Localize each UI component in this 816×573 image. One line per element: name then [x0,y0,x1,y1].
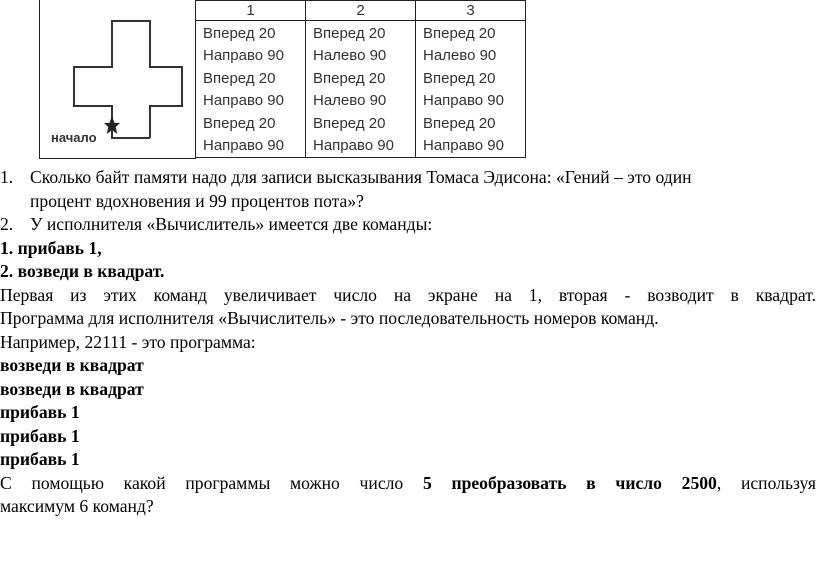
command-line: Налево 90 [313,92,387,110]
question-1-line-2: процент вдохновения и 99 процентов пота»? [30,190,364,211]
question-number: 2. [0,214,14,234]
command-line: Вперед 20 [203,69,276,87]
command-line: Вперед 20 [313,25,386,42]
program-step: прибавь 1 [0,425,80,446]
question-1 [0,166,816,213]
question-number: 1. [0,167,14,187]
final-question-bold: 5 преобразовать в число 2500 [422,472,717,493]
question-2 [0,213,816,237]
command-2: 2. возведи в квадрат. [0,261,165,281]
command-line: Вперед 20 [313,114,386,132]
command-line: Налево 90 [423,47,497,65]
commands-column-3 [416,21,526,158]
command-line: Вперед 20 [423,25,496,42]
column-header-3: 3 [416,1,526,21]
command-line: Вперед 20 [203,114,276,132]
program-step: прибавь 1 [0,449,80,469]
final-question-line-2: максимум 6 команд? [0,496,154,516]
command-line: Вперед 20 [423,114,496,132]
command-line: Направо 90 [423,137,504,155]
command-line: Направо 90 [203,92,284,110]
column-header-1: 1 [196,1,306,21]
program-step: прибавь 1 [0,402,80,422]
final-question-pre: С помощью какой программы можно число [0,472,404,493]
program-step: возведи в квадрат [0,378,144,399]
command-line: Вперед 20 [203,25,276,42]
command-line: Направо 90 [423,92,504,110]
cross-outline [74,21,182,138]
command-line: Вперед 20 [423,69,496,87]
commands-table [195,0,526,158]
final-question-line-1 [0,472,816,496]
command-line: Вперед 20 [313,69,386,87]
command-line: Направо 90 [313,137,394,155]
paragraph-line: Первая из этих команд увеличивает число на экране на 1, вторая - возводит в квадрат. [0,284,816,305]
program-step: возведи в квадрат [0,355,144,375]
question-1-line-1: Сколько байт памяти надо для записи высказывания Томаса Эдисона: «Гений – это один [30,167,692,187]
commands-column-2 [306,21,416,158]
start-label: начало [51,130,97,145]
paragraph-line: Программа для исполнителя «Вычислитель» - это последовательность номеров команд. [0,308,659,328]
command-1: 1. прибавь 1, [0,237,102,258]
cross-drawing-cell [39,0,196,159]
command-line: Налево 90 [313,47,387,65]
command-line: Направо 90 [203,137,284,155]
final-question-post: , используя [716,472,816,493]
example-intro: Например, 22111 - это программа: [0,331,256,352]
column-header-2: 2 [306,1,416,21]
question-2-text: У исполнителя «Вычислитель» имеется две команды: [30,214,433,234]
commands-column-1 [196,21,306,158]
task-text [0,166,816,519]
algorithm-figure [39,0,527,160]
command-line: Направо 90 [203,47,284,65]
